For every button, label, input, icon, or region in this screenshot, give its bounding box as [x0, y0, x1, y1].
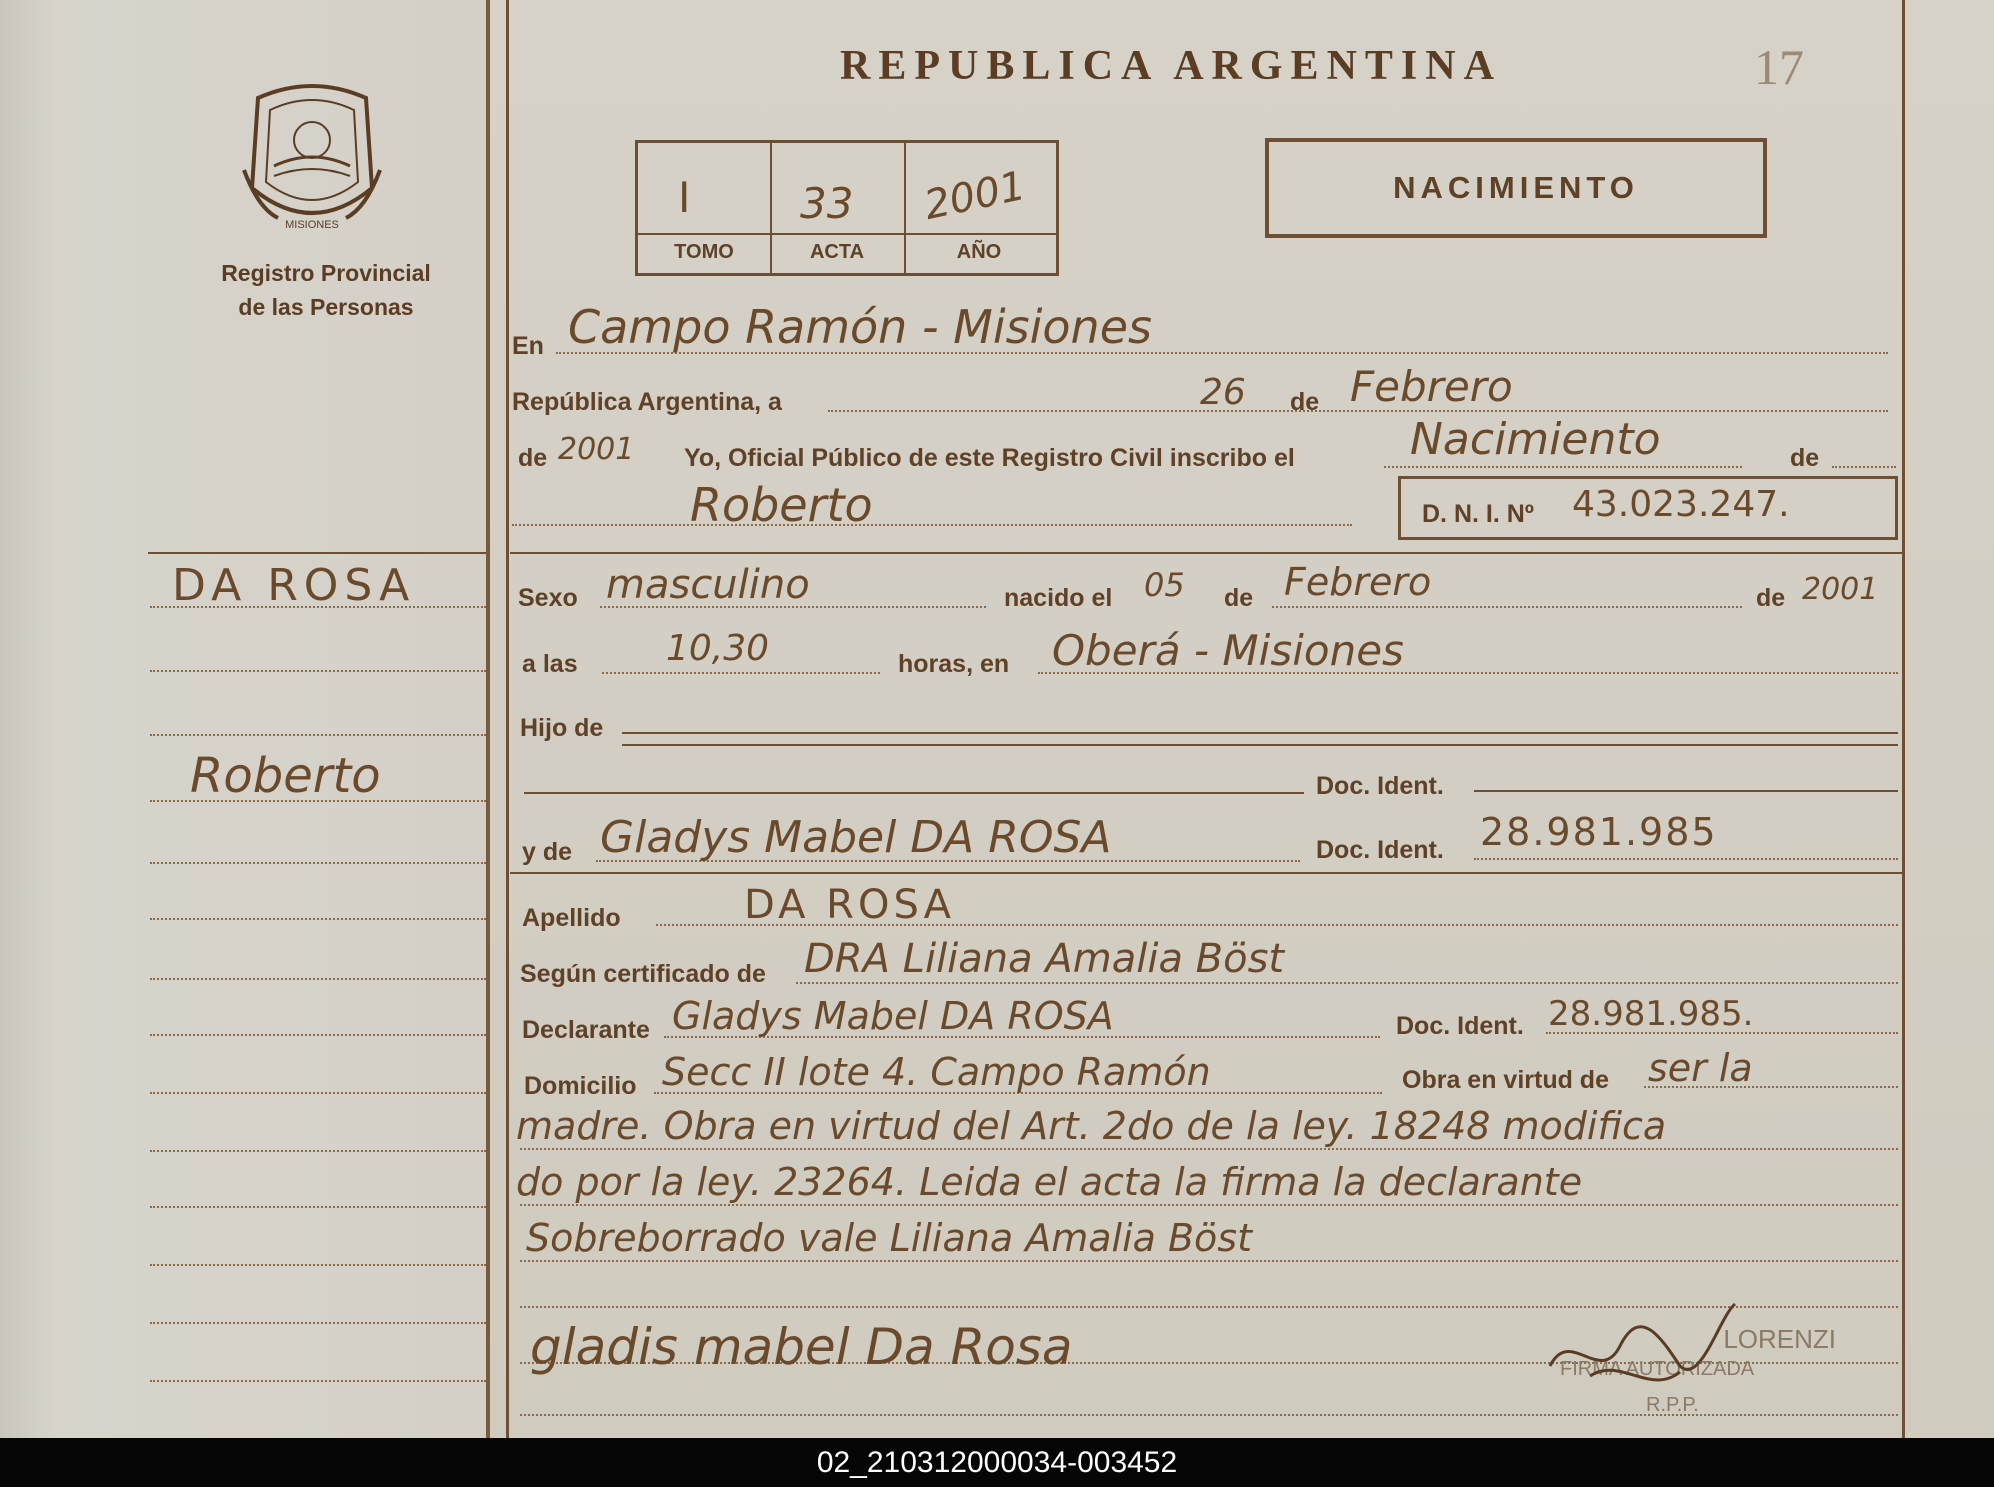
father-doc-name-line	[524, 792, 1304, 794]
stub-line	[150, 918, 486, 920]
notes-line-3: Sobreborrado vale Liliana Amalia Böst	[526, 1216, 1253, 1260]
dni-value: 43.023.247.	[1572, 484, 1790, 525]
birth-month: Febrero	[1284, 560, 1432, 604]
stub-line	[150, 734, 486, 736]
registration-place: Campo Ramón - Misiones	[568, 300, 1152, 354]
horas-label: horas, en	[898, 650, 1010, 678]
notes-line	[520, 1204, 1898, 1206]
tomo-label: TOMO	[674, 241, 734, 263]
father-line-cancel	[622, 744, 1898, 746]
obra-label: Obra en virtud de	[1402, 1066, 1609, 1094]
tomo-value: I	[678, 173, 691, 222]
declarant-signature: gladis mabel Da Rosa	[530, 1318, 1073, 1376]
nacido-label: nacido el	[1004, 584, 1113, 612]
form-right-border	[1902, 0, 1905, 1438]
registration-month: Febrero	[1350, 362, 1513, 411]
mother-doc-line	[1474, 858, 1898, 860]
declarant-name: Gladys Mabel DA ROSA	[672, 994, 1114, 1038]
hijo-label: Hijo de	[520, 714, 604, 742]
year-prefix-label: de	[518, 444, 548, 472]
doc-ident-label-3: Doc. Ident.	[1396, 1012, 1524, 1040]
section-divider	[510, 552, 1902, 554]
image-id-caption: 02_210312000034-003452	[816, 1446, 1178, 1479]
sex-value: masculino	[606, 562, 810, 608]
father-doc-line	[1474, 790, 1898, 792]
official-stamp-line1: LORENZI	[1723, 1324, 1836, 1354]
obra-value: ser la	[1648, 1046, 1753, 1090]
de-label: de	[1290, 388, 1320, 416]
domicilio-label: Domicilio	[524, 1072, 637, 1100]
a-las-label: a las	[522, 650, 578, 678]
footer-bar	[0, 1438, 1994, 1487]
mother-name: Gladys Mabel DA ROSA	[600, 812, 1112, 863]
birth-place: Oberá - Misiones	[1052, 626, 1404, 675]
de-label-3: de	[1224, 584, 1254, 612]
stub-line	[150, 1380, 486, 1382]
ano-label: AÑO	[956, 241, 1002, 263]
republica-label: República Argentina, a	[512, 388, 782, 416]
official-signature-scribble	[1530, 1296, 1760, 1406]
child-name: Roberto	[690, 478, 873, 532]
ano-value: 2001	[920, 162, 1030, 230]
stub-line	[150, 1322, 486, 1324]
registration-year: 2001	[558, 432, 635, 467]
notes-line	[520, 1148, 1898, 1150]
stub-line	[150, 1150, 486, 1152]
y-de-label: y de	[522, 838, 573, 866]
provincial-seal-icon	[238, 78, 386, 236]
certifier: DRA Liliana Amalia Böst	[804, 936, 1285, 982]
record-number-box	[635, 140, 1059, 276]
official-stamp-line3: R.P.P.	[1646, 1394, 1699, 1416]
act-registered: Nacimiento	[1410, 414, 1661, 465]
stub-line	[150, 1034, 486, 1036]
notes-line-2: do por la ley. 23264. Leida el acta la firma la declarante	[516, 1160, 1583, 1204]
registry-name-line2: de las Personas	[238, 294, 414, 320]
stub-divider	[148, 552, 486, 554]
acta-value: 33	[800, 179, 854, 228]
officer-statement: Yo, Oficial Público de este Registro Civil inscribo el	[684, 444, 1295, 472]
act-type-label: NACIMIENTO	[1393, 170, 1639, 205]
stub-surname: DA ROSA	[172, 560, 416, 611]
stub-column	[0, 0, 486, 1438]
stub-line	[150, 1264, 486, 1266]
en-label: En	[512, 332, 544, 360]
domicilio-value: Secc II lote 4. Campo Ramón	[662, 1050, 1211, 1094]
stub-line	[150, 800, 486, 802]
doc-ident-label-2: Doc. Ident.	[1316, 836, 1444, 864]
page-title: REPUBLICA ARGENTINA	[840, 43, 1502, 89]
father-line	[622, 732, 1898, 734]
birth-month-line	[1272, 606, 1742, 608]
section-divider-2	[510, 872, 1902, 874]
segun-label: Según certificado de	[520, 960, 766, 988]
stub-line	[150, 1092, 486, 1094]
de-label-2: de	[1790, 444, 1820, 472]
sexo-label: Sexo	[518, 584, 578, 612]
stub-line	[150, 978, 486, 980]
declarante-label: Declarante	[522, 1016, 650, 1044]
official-stamp-line2: FIRMA AUTORIZADA	[1560, 1358, 1755, 1380]
act-type-box	[1265, 138, 1767, 238]
dni-label: D. N. I. Nº	[1422, 500, 1534, 528]
svg-text:MISIONES: MISIONES	[285, 219, 339, 231]
child-name-line	[512, 524, 1352, 526]
registry-name-line1: Registro Provincial	[221, 260, 431, 286]
act-line	[1384, 466, 1742, 468]
de-label-4: de	[1756, 584, 1786, 612]
doc-ident-label-1: Doc. Ident.	[1316, 772, 1444, 800]
certifier-line	[796, 982, 1898, 984]
stub-line	[150, 606, 486, 608]
stub-line	[150, 1206, 486, 1208]
birth-year: 2001	[1802, 572, 1879, 607]
stub-given-name: Roberto	[190, 748, 381, 804]
time-line	[602, 672, 880, 674]
notes-line	[520, 1260, 1898, 1262]
apellido-label: Apellido	[522, 904, 621, 932]
notes-line-1: madre. Obra en virtud del Art. 2do de la ley. 18248 modifica	[516, 1104, 1667, 1148]
perforation-line	[486, 0, 490, 1438]
stub-line	[150, 862, 486, 864]
registration-day: 26	[1200, 372, 1246, 413]
form-left-border	[506, 0, 509, 1438]
birth-day: 05	[1144, 566, 1185, 604]
line	[1832, 466, 1896, 468]
stub-line	[150, 670, 486, 672]
declarant-doc: 28.981.985.	[1548, 994, 1754, 1034]
acta-label: ACTA	[809, 241, 865, 263]
apellido-value: DA ROSA	[744, 882, 955, 928]
mother-doc: 28.981.985	[1480, 810, 1718, 854]
birth-time: 10,30	[666, 628, 770, 669]
page-number: 17	[1754, 39, 1804, 95]
